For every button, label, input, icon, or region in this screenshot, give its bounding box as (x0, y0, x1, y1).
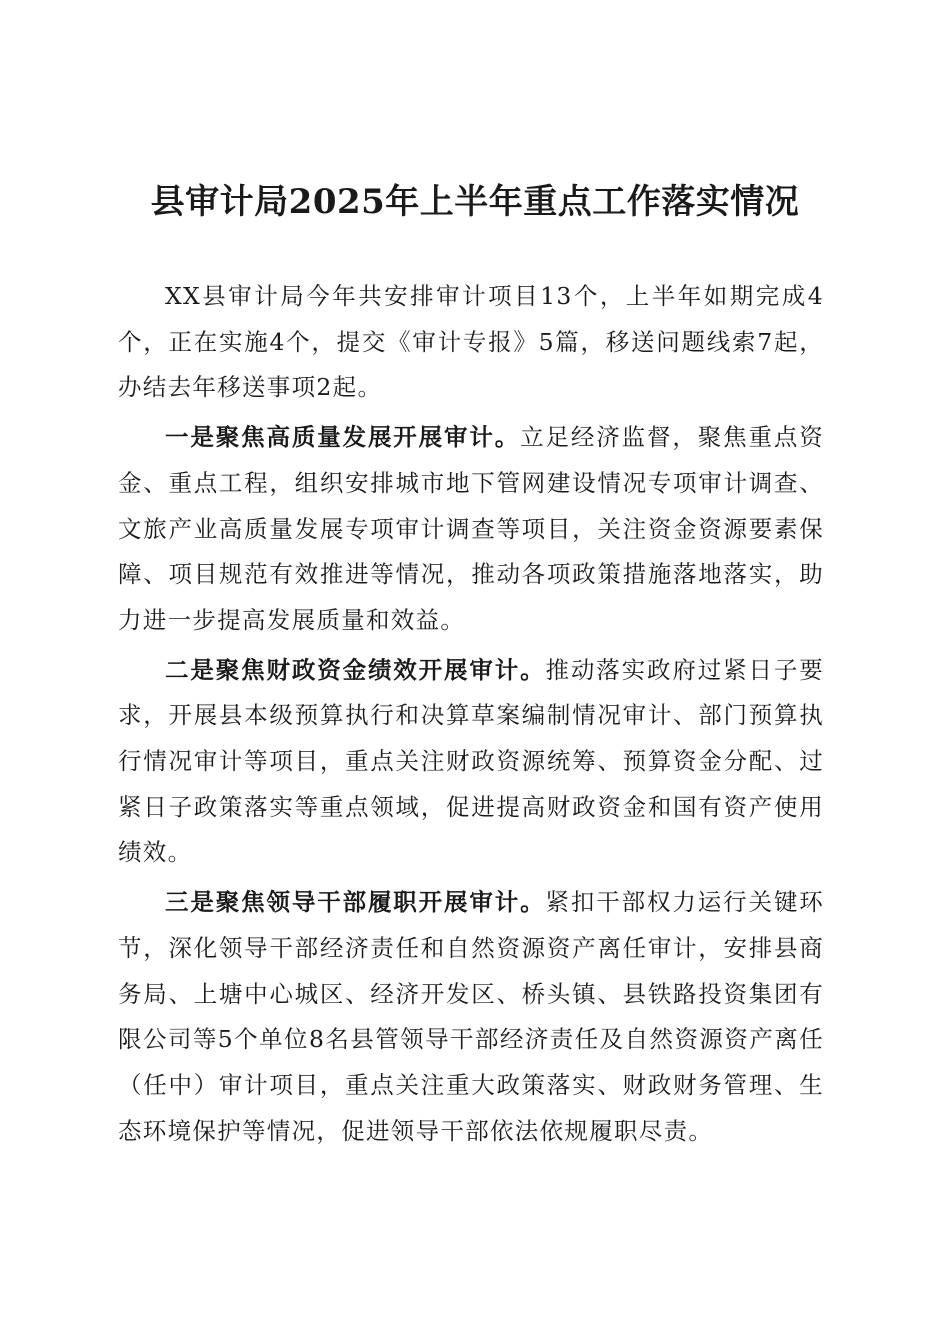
section-two-paragraph (118, 648, 824, 877)
document-title: 县审计局2025年上半年重点工作落实情况 (150, 182, 800, 222)
paragraph-text: 推动落实政府过紧日子要求，开展县本级预算执行和决算草案编制情况审计、部门预算执行情况审计等项目，重点关注财政资源统筹、预算资金分配、过紧日子政策落实等重点领域，促进提高财政资金和国有资产使用绩效。 (118, 655, 824, 867)
section-two-heading: 二是聚焦财政资金绩效开展审计。 (165, 655, 546, 684)
intro-paragraph (118, 274, 824, 411)
document-body (118, 274, 824, 1158)
paragraph-text: XX县审计局今年共安排审计项目13个，上半年如期完成4个，正在实施4个，提交《审计专报》5篇，移送问题线索7起，办结去年移送事项2起。 (118, 282, 824, 402)
paragraph-text: 紧扣干部权力运行关键环节，深化领导干部经济责任和自然资源资产离任审计，安排县商务局、上塘中心城区、经济开发区、桥头镇、县铁路投资集团有限公司等5个单位8名县管领导干部经济责任及自然资源资产离任（任中）审计项目，重点关注重大政策落实、财政财务管理、生态环境保护等情况，促进领导干部依法依规履职尽责。 (118, 888, 824, 1145)
section-three-paragraph (118, 880, 824, 1154)
paragraph-text: 立足经济监督，聚焦重点资金、重点工程，组织安排城市地下管网建设情况专项审计调查、文旅产业高质量发展专项审计调查等项目，关注资金资源要素保障、项目规范有效推进等情况，推动各项政策措施落地落实，助力进一步提高发展质量和效益。 (118, 423, 824, 634)
section-one-heading: 一是聚焦高质量发展开展审计。 (165, 423, 521, 452)
section-three-heading: 三是聚焦领导干部履职开展审计。 (165, 888, 546, 917)
section-one-paragraph (118, 415, 824, 644)
